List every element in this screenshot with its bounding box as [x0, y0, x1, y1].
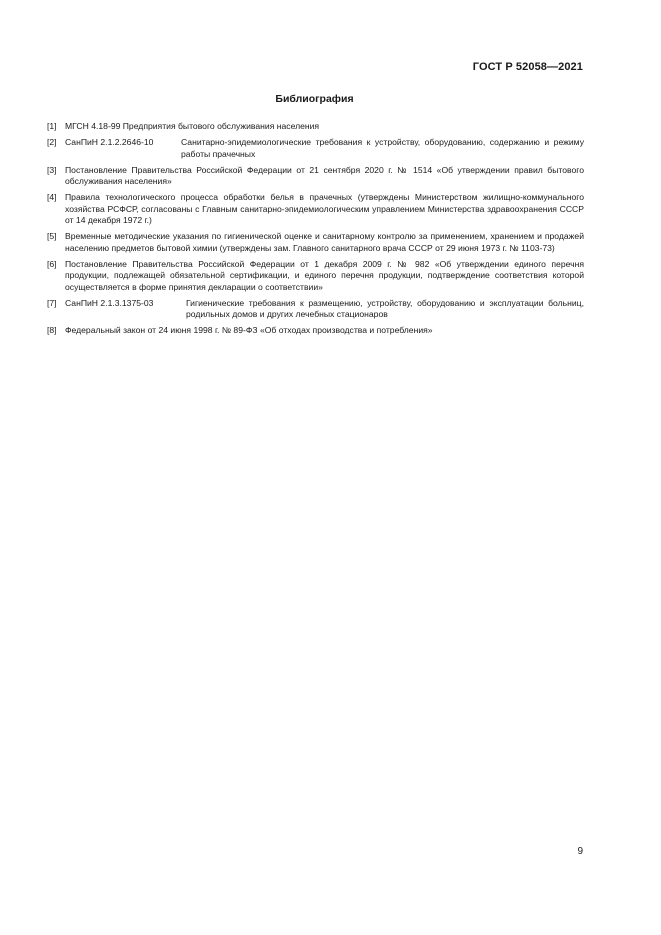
- entry-number: [1]: [47, 121, 57, 131]
- entry-text: Правила технологического процесса обработки белья в прачечных (утверждены Министерством жилищно-коммунального хозяйства РСФСР, согласованы с Главным санитарно-эпидемиологическим управлением Министерства здравоохранения СССР от 14 декабря 1972 г.): [65, 192, 584, 226]
- bibliography-entry: [47, 231, 584, 254]
- entry-text: Федеральный закон от 24 июня 1998 г. № 89-ФЗ «Об отходах производства и потребления»: [65, 325, 433, 336]
- entry-number: [5]: [47, 231, 57, 242]
- entry-text: Временные методические указания по гигиенической оценке и санитарному контролю за применением, хранением и продажей населению предметов бытовой химии (утверждены зам. Главного санитарного врача СССР от 29 июня 1973 г. № 1103-73): [65, 231, 584, 253]
- entry-number: [2]: [47, 137, 57, 148]
- bibliography-entry: [47, 259, 584, 293]
- entry-number: [3]: [47, 164, 57, 175]
- entry-text: Гигиенические требования к размещению, устройству, оборудованию и эксплуатации больниц, родильных домов и других лечебных стационаров: [186, 297, 584, 320]
- bibliography-entry: [47, 137, 584, 160]
- bibliography-entry: [47, 325, 584, 336]
- bibliography-list: [47, 121, 584, 342]
- entry-text: Постановление Правительства Российской Федерации от 21 сентября 2020 г. № 1514 «Об утверждении правил бытового обслуживания населения»: [65, 164, 584, 187]
- page-number: 9: [577, 846, 583, 857]
- entry-code: СанПиН 2.1.3.1375-03: [65, 297, 154, 308]
- bibliography-entry: [47, 121, 584, 132]
- entry-number: [8]: [47, 325, 57, 336]
- entry-number: [4]: [47, 192, 57, 203]
- entry-number: [6]: [47, 258, 57, 269]
- bibliography-entry: [47, 298, 584, 321]
- entry-text: МГСН 4.18-99 Предприятия бытового обслуживания населения: [65, 121, 320, 131]
- section-title: Библиография: [275, 93, 354, 105]
- entry-text: Санитарно-эпидемиологические требования к устройству, оборудованию, содержанию и режиму работы прачечных: [181, 137, 584, 159]
- bibliography-entry: [47, 192, 584, 226]
- entry-number: [7]: [47, 297, 57, 308]
- entry-text: Постановление Правительства Российской Федерации от 1 декабря 2009 г. № 982 «Об утверждении единого перечня продукции, подлежащей обязательной сертификации, и единого перечня продукции, подтверждение соответствия которой осуществляется в форме принятия декларации о соответствии»: [65, 258, 584, 292]
- bibliography-entry: [47, 165, 584, 188]
- entry-code: СанПиН 2.1.2.2646-10: [65, 137, 154, 148]
- document-code: ГОСТ Р 52058—2021: [472, 61, 583, 73]
